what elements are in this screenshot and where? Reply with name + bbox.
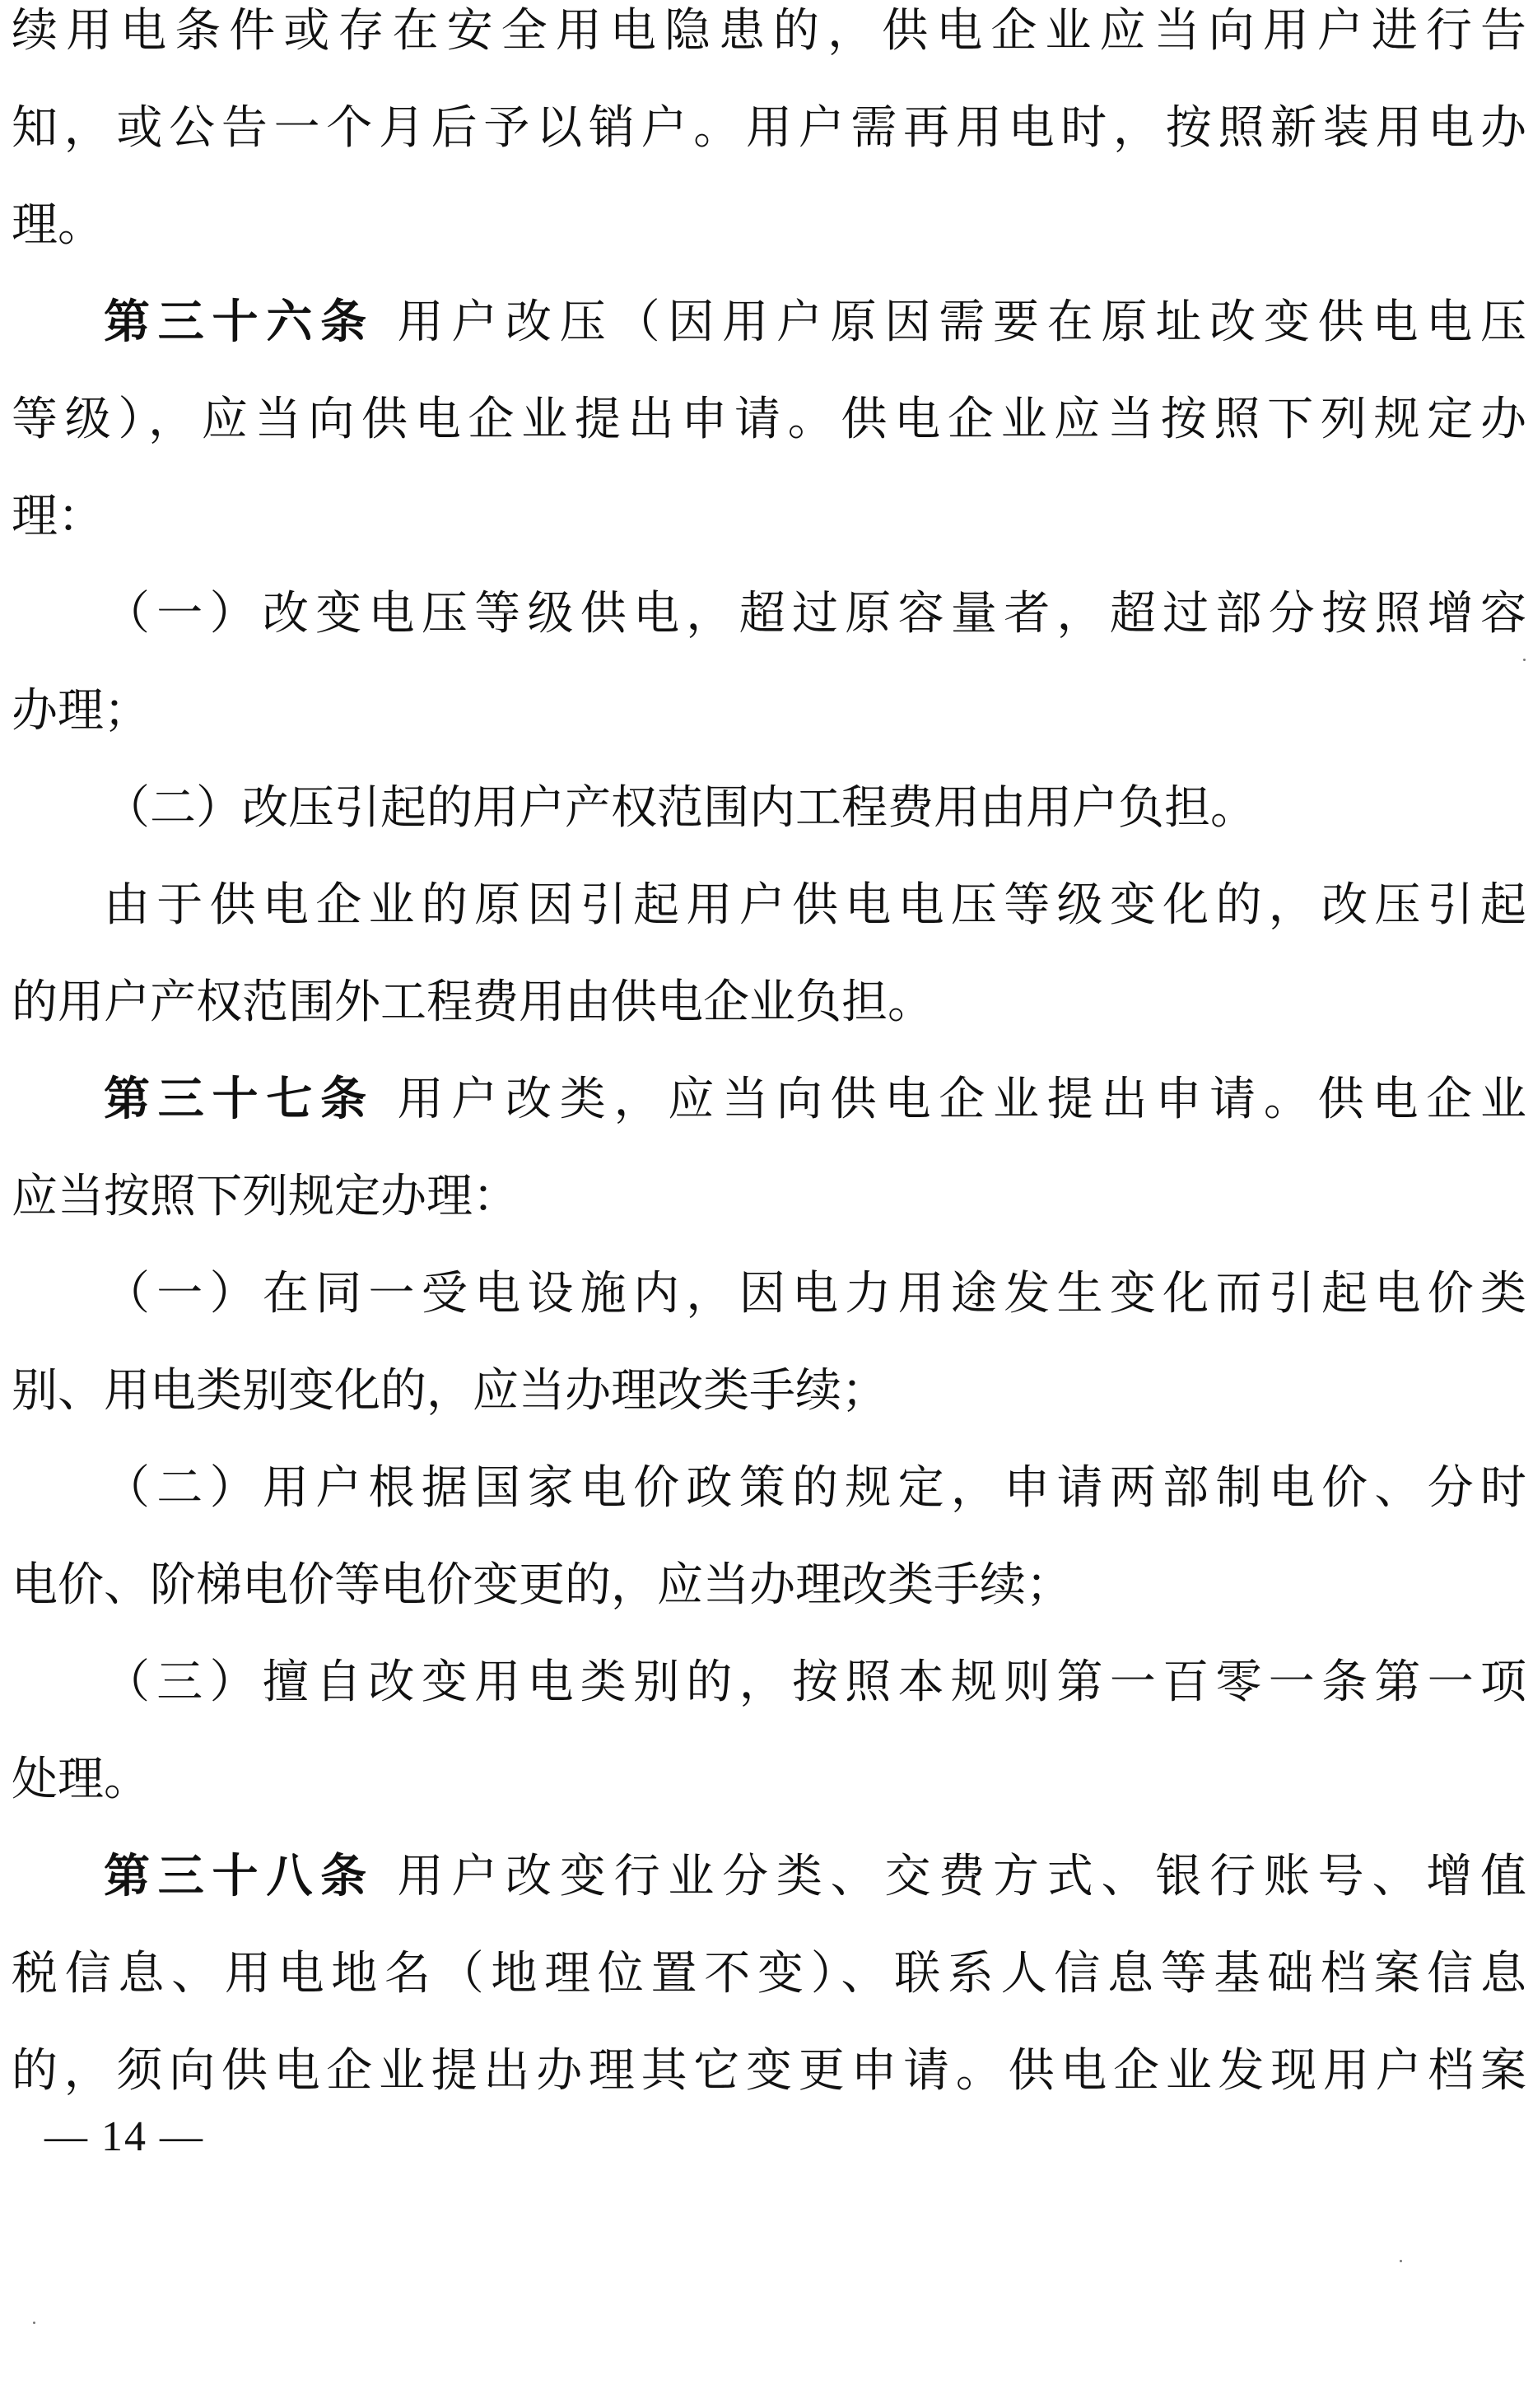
text-line: （三）擅自改变用电类别的，按照本规则第一百零一条第一项 [104, 1656, 1526, 1709]
text-line: 别、用电类别变化的，应当办理改类手续； [12, 1364, 888, 1418]
text-line: 的，须向供电企业提出办理其它变更申请。供电企业发现用户档案 [12, 2044, 1526, 2098]
article-37-line: 第三十七条 用户改类，应当向供电企业提出申请。供电企业 [104, 1073, 1526, 1126]
text-line: 的用户产权范围外工程费用由供电企业负担。 [12, 976, 934, 1029]
text-line: 理： [12, 490, 104, 543]
article-heading: 第三十八条 [104, 1850, 375, 1903]
text-line: 办理； [12, 684, 150, 738]
text-line: 知，或公告一个月后予以销户。用户需再用电时，按照新装用电办 [12, 101, 1526, 155]
text-line: （一）改变电压等级供电，超过原容量者，超过部分按照增容 [104, 587, 1526, 640]
text-line: 理。 [12, 198, 104, 252]
text-line: 应当按照下列规定办理： [12, 1170, 519, 1223]
article-36-line: 第三十六条 用户改压（因用户原因需要在原址改变供电电压 [104, 296, 1526, 349]
scan-speck [1523, 659, 1526, 661]
scan-speck [1400, 2260, 1402, 2262]
text-line: 电价、阶梯电价等电价变更的，应当办理改类手续； [12, 1558, 1072, 1612]
article-heading: 第三十七条 [104, 1073, 375, 1126]
article-38-line: 第三十八条 用户改变行业分类、交费方式、银行账号、增值 [104, 1850, 1526, 1903]
text-line: 续用电条件或存在安全用电隐患的，供电企业应当向用户进行告 [12, 4, 1526, 58]
scan-speck [33, 2322, 35, 2324]
text-line: （一）在同一受电设施内，因电力用途发生变化而引起电价类 [104, 1267, 1526, 1320]
text-line: （二）改压引起的用户产权范围内工程费用由用户负担。 [104, 781, 1256, 835]
text-line: 处理。 [12, 1753, 150, 1806]
text-line: 等级），应当向供电企业提出申请。供电企业应当按照下列规定办 [12, 393, 1526, 446]
text-line: 由于供电企业的原因引起用户供电电压等级变化的，改压引起 [104, 878, 1526, 932]
page-number: — 14 — [44, 2113, 204, 2160]
article-heading: 第三十六条 [104, 296, 375, 349]
text-line: （二）用户根据国家电价政策的规定，申请两部制电价、分时 [104, 1461, 1526, 1515]
text-line: 税信息、用电地名（地理位置不变）、联系人信息等基础档案信息 [12, 1947, 1526, 2000]
